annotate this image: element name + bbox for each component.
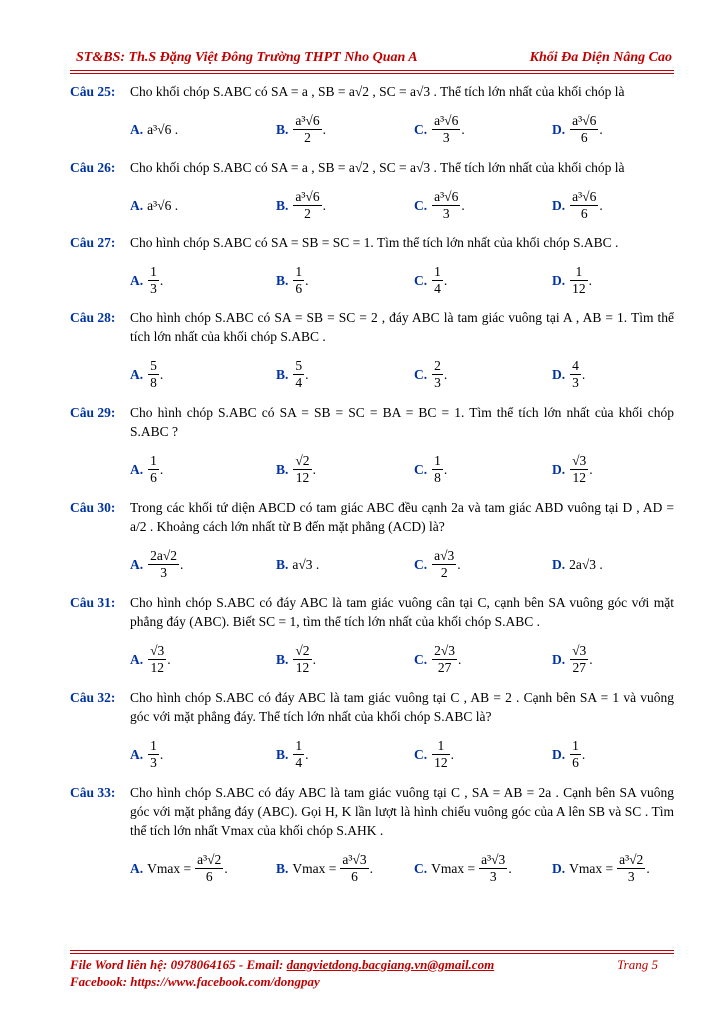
option-fraction	[293, 189, 321, 222]
answer-option-c[interactable]	[414, 734, 454, 774]
question-text: Cho hình chóp S.ABC có SA = SB = SC = BA = BC = 1. Tìm thể tích lớn nhất của khối chóp S.ABC ?	[130, 405, 674, 439]
fraction-numerator: 1	[295, 737, 303, 753]
fraction-denominator: 8	[434, 469, 441, 485]
answer-option-b[interactable]	[276, 734, 309, 774]
answer-options	[70, 109, 674, 149]
fraction-denominator: 3	[572, 374, 579, 390]
answer-option-b[interactable]	[276, 544, 319, 584]
fraction-numerator: √3	[572, 642, 587, 658]
question-label: Câu 30:	[70, 500, 116, 515]
fraction-numerator: 1	[150, 737, 157, 753]
answer-option-b[interactable]	[276, 109, 326, 149]
answer-option-d[interactable]	[552, 260, 592, 300]
option-letter: D.	[552, 746, 566, 762]
option-value: a³√6 .	[147, 121, 179, 137]
option-period: .	[167, 651, 171, 667]
option-period: .	[443, 366, 448, 382]
option-fraction	[195, 852, 223, 885]
header-rule	[70, 70, 674, 71]
fraction-denominator: 3	[442, 205, 450, 221]
fraction-denominator: 3	[150, 280, 157, 296]
fraction-denominator: 27	[437, 659, 452, 675]
answer-option-a[interactable]	[130, 354, 163, 394]
fraction-numerator: 1	[432, 738, 450, 755]
fraction-numerator: 1	[150, 452, 157, 468]
option-period: .	[159, 461, 164, 477]
option-letter: C.	[414, 556, 428, 572]
option-fraction	[340, 852, 368, 885]
option-letter: C.	[414, 272, 428, 288]
answer-options	[70, 544, 674, 584]
option-letter: C.	[414, 860, 428, 876]
fraction-denominator: 12	[150, 659, 164, 675]
option-period: .	[461, 197, 465, 213]
option-fraction	[570, 453, 588, 486]
footer-email-link[interactable]: dangvietdong.bacgiang.vn@gmail.com	[286, 957, 495, 972]
option-prefix: Vmax =	[292, 860, 337, 876]
question-26	[70, 158, 674, 225]
option-prefix: Vmax =	[147, 860, 192, 876]
fraction-numerator: √2	[295, 452, 310, 468]
answer-options	[70, 734, 674, 774]
option-fraction	[432, 189, 460, 222]
fraction-numerator: a³√6	[434, 188, 459, 204]
fraction-denominator: 6	[572, 754, 579, 770]
question-label: Câu 25:	[70, 84, 116, 99]
fraction-numerator: 5	[295, 357, 303, 373]
answer-option-a[interactable]	[130, 544, 183, 584]
option-period: .	[180, 556, 184, 572]
footer-rule-thin	[70, 953, 674, 954]
header-topic: Khối Đa Diện Nâng Cao	[529, 50, 672, 65]
option-fraction	[432, 264, 443, 297]
option-letter: C.	[414, 197, 428, 213]
answer-option-d[interactable]	[552, 354, 585, 394]
option-letter: B.	[276, 366, 289, 382]
option-letter: A.	[130, 197, 144, 213]
option-period: .	[305, 746, 309, 762]
option-fraction	[432, 548, 456, 581]
fraction-denominator: 12	[295, 659, 310, 675]
fraction-denominator: 6	[580, 129, 588, 145]
header-rule-thin	[70, 73, 674, 74]
option-prefix: Vmax =	[569, 860, 614, 876]
fraction-numerator: a³√6	[572, 112, 597, 128]
fraction-numerator: a³√6	[295, 112, 320, 128]
answer-option-d[interactable]	[552, 185, 603, 225]
option-fraction	[570, 189, 598, 222]
fraction-numerator: a³√6	[434, 112, 459, 128]
option-letter: B.	[276, 651, 289, 667]
fraction-denominator: 3	[489, 868, 497, 884]
question-27	[70, 233, 674, 300]
question-33	[70, 783, 674, 888]
option-letter: C.	[414, 461, 428, 477]
option-letter: B.	[276, 556, 289, 572]
footer-rule	[70, 950, 674, 951]
answer-option-c[interactable]	[414, 109, 465, 149]
answer-option-d[interactable]	[552, 734, 585, 774]
option-fraction	[617, 852, 645, 885]
option-period: .	[443, 272, 448, 288]
option-fraction	[570, 264, 588, 297]
question-label: Câu 31:	[70, 595, 116, 610]
fraction-numerator: 1	[434, 263, 441, 279]
fraction-numerator: a³√3	[342, 851, 367, 867]
fraction-denominator: 6	[580, 205, 588, 221]
answer-option-a[interactable]	[130, 449, 163, 489]
option-period: .	[159, 366, 164, 382]
answer-option-d[interactable]	[552, 848, 650, 888]
option-fraction	[148, 358, 159, 391]
answer-option-a[interactable]	[130, 848, 228, 888]
option-period: .	[305, 272, 309, 288]
fraction-denominator: 3	[434, 374, 441, 390]
option-letter: A.	[130, 366, 144, 382]
question-label: Câu 29:	[70, 405, 116, 420]
answer-options	[70, 848, 674, 888]
fraction-denominator: 3	[160, 564, 167, 580]
fraction-numerator: 2a√2	[150, 547, 178, 563]
answer-options	[70, 354, 674, 394]
option-period: .	[159, 746, 164, 762]
question-label: Câu 33:	[70, 785, 116, 800]
header-author: ST&BS: Th.S Đặng Việt Đông Trường THPT Nho Quan A	[76, 50, 418, 65]
option-fraction	[432, 453, 443, 486]
option-letter: B.	[276, 197, 289, 213]
answer-option-a[interactable]	[130, 185, 178, 225]
answer-option-c[interactable]	[414, 639, 461, 679]
fraction-numerator: a³√2	[197, 851, 222, 867]
answer-options	[70, 449, 674, 489]
answer-option-d[interactable]	[552, 449, 593, 489]
option-fraction	[293, 264, 304, 297]
question-text: Cho hình chóp S.ABC có đáy ABC là tam giác vuông tại C , SA = AB = 2a . Cạnh bên SA vuông góc với mặt phẳng đáy (ABC). Gọi H, K lần lượt là hình chiếu vuông góc của A lên SB và SC . Tìm thể tích lớn nhất Vmax của khối chóp S.AHK .	[130, 785, 674, 838]
answer-option-c[interactable]	[414, 848, 512, 888]
option-prefix: Vmax =	[431, 860, 476, 876]
option-letter: C.	[414, 366, 428, 382]
answer-option-c[interactable]	[414, 449, 447, 489]
option-period: .	[443, 461, 448, 477]
question-label: Câu 27:	[70, 235, 116, 250]
fraction-numerator: 2√3	[434, 642, 456, 658]
fraction-denominator: 2	[440, 564, 448, 580]
question-text: Cho hình chóp S.ABC có SA = SB = SC = 1. Tìm thể tích lớn nhất của khối chóp S.ABC .	[130, 235, 619, 250]
option-value: 2a√3 .	[569, 556, 603, 572]
option-period: .	[369, 860, 373, 876]
option-letter: C.	[414, 651, 428, 667]
option-fraction	[148, 453, 159, 486]
option-fraction	[148, 643, 166, 676]
option-value: a√3 .	[292, 556, 320, 572]
answer-options	[70, 185, 674, 225]
option-letter: D.	[552, 651, 566, 667]
option-period: .	[461, 121, 465, 137]
page-footer	[70, 956, 674, 990]
option-period: .	[458, 651, 462, 667]
option-period: .	[589, 461, 593, 477]
fraction-denominator: 12	[434, 754, 448, 770]
option-fraction	[479, 852, 507, 885]
option-value: a³√6 .	[147, 197, 179, 213]
option-letter: A.	[130, 461, 144, 477]
fraction-numerator: 1	[572, 737, 579, 753]
option-letter: C.	[414, 121, 428, 137]
question-30	[70, 498, 674, 584]
answer-option-b[interactable]	[276, 185, 326, 225]
answer-options	[70, 260, 674, 300]
question-list	[70, 82, 674, 888]
answer-option-a[interactable]	[130, 260, 163, 300]
footer-facebook-link[interactable]: Facebook: https://www.facebook.com/dongpay	[70, 974, 320, 989]
question-text: Cho hình chóp S.ABC có đáy ABC là tam giác vuông cân tại C, cạnh bên SA vuông góc với mặt phẳng đáy (ABC). Biết SC = 1, tìm thể tích lớn nhất của khối chóp S.ABC .	[130, 595, 674, 629]
answer-option-d[interactable]	[552, 544, 603, 584]
option-fraction	[570, 643, 588, 676]
option-period: .	[599, 121, 603, 137]
footer-contact: File Word liên hệ: 0978064165 - Email:	[70, 957, 284, 972]
fraction-numerator: √2	[295, 642, 310, 658]
question-28	[70, 308, 674, 394]
fraction-denominator: 27	[572, 659, 586, 675]
fraction-numerator: 2	[434, 357, 441, 373]
option-fraction	[570, 738, 581, 771]
answer-options	[70, 639, 674, 679]
option-period: .	[159, 272, 164, 288]
fraction-numerator: √3	[150, 642, 165, 658]
fraction-denominator: 4	[434, 280, 441, 296]
fraction-numerator: a³√3	[481, 851, 506, 867]
question-label: Câu 28:	[70, 310, 116, 325]
option-fraction	[570, 358, 581, 391]
option-fraction	[148, 264, 159, 297]
option-fraction	[570, 113, 598, 146]
fraction-numerator: a³√2	[619, 851, 644, 867]
question-label: Câu 26:	[70, 160, 116, 175]
option-fraction	[293, 358, 304, 391]
option-period: .	[322, 197, 326, 213]
fraction-denominator: 6	[351, 868, 358, 884]
question-29	[70, 403, 674, 489]
fraction-denominator: 4	[295, 374, 303, 390]
answer-option-b[interactable]	[276, 449, 316, 489]
option-letter: D.	[552, 366, 566, 382]
answer-option-b[interactable]	[276, 260, 309, 300]
option-fraction	[148, 738, 159, 771]
fraction-numerator: 4	[572, 357, 579, 373]
answer-option-c[interactable]	[414, 354, 447, 394]
page-number: Trang 5	[617, 957, 658, 972]
fraction-denominator: 2	[304, 205, 311, 221]
fraction-numerator: √3	[572, 452, 587, 468]
option-letter: A.	[130, 272, 144, 288]
fraction-numerator: 1	[295, 263, 303, 279]
question-label: Câu 32:	[70, 690, 116, 705]
option-letter: D.	[552, 272, 566, 288]
answer-option-d[interactable]	[552, 639, 593, 679]
fraction-denominator: 3	[627, 868, 635, 884]
option-fraction	[432, 113, 460, 146]
answer-option-b[interactable]	[276, 639, 316, 679]
answer-option-b[interactable]	[276, 354, 309, 394]
option-period: .	[508, 860, 512, 876]
question-text: Cho khối chóp S.ABC có SA = a , SB = a√2 , SC = a√3 . Thể tích lớn nhất của khối chóp là	[130, 160, 625, 175]
fraction-denominator: 6	[205, 868, 213, 884]
option-period: .	[588, 272, 592, 288]
option-period: .	[457, 556, 461, 572]
answer-option-a[interactable]	[130, 109, 178, 149]
fraction-denominator: 2	[304, 129, 311, 145]
option-fraction	[293, 738, 304, 771]
question-text: Cho hình chóp S.ABC có SA = SB = SC = 2 , đáy ABC là tam giác vuông tại A , AB = 1. Tìm thể tích lớn nhất của khối chóp S.ABC .	[130, 310, 674, 344]
option-fraction	[293, 113, 321, 146]
answer-option-c[interactable]	[414, 185, 465, 225]
question-text: Cho khối chóp S.ABC có SA = a , SB = a√2 , SC = a√3 . Thể tích lớn nhất của khối chóp là	[130, 84, 625, 99]
fraction-denominator: 6	[295, 280, 303, 296]
option-period: .	[581, 366, 586, 382]
option-period: .	[322, 121, 326, 137]
option-period: .	[581, 746, 586, 762]
option-period: .	[450, 746, 454, 762]
question-text: Cho hình chóp S.ABC có đáy ABC là tam giác vuông tại C , AB = 2 . Cạnh bên SA = 1 và vuông góc với mặt phẳng đáy. Thể tích lớn nhất của khối chóp S.ABC là?	[130, 690, 674, 724]
answer-option-d[interactable]	[552, 109, 603, 149]
option-letter: B.	[276, 860, 289, 876]
question-25	[70, 82, 674, 149]
option-letter: A.	[130, 121, 144, 137]
option-letter: A.	[130, 746, 144, 762]
fraction-numerator: a³√6	[295, 188, 320, 204]
option-letter: A.	[130, 556, 144, 572]
option-letter: B.	[276, 746, 289, 762]
option-period: .	[305, 366, 309, 382]
fraction-numerator: 1	[570, 264, 588, 281]
page-header	[70, 46, 674, 68]
question-31	[70, 593, 674, 679]
fraction-numerator: a³√6	[572, 188, 597, 204]
option-period: .	[646, 860, 650, 876]
option-letter: D.	[552, 461, 566, 477]
option-period: .	[224, 860, 228, 876]
option-period: .	[312, 651, 316, 667]
fraction-denominator: 12	[295, 469, 310, 485]
option-period: .	[312, 461, 316, 477]
option-letter: B.	[276, 121, 289, 137]
fraction-numerator: 5	[150, 357, 157, 373]
option-letter: A.	[130, 860, 144, 876]
question-text: Trong các khối tứ diện ABCD có tam giác ABC đều cạnh 2a và tam giác ABD vuông tại D , AD = a/2 . Khoảng cách lớn nhất từ B đến mặt phẳng (ACD) là?	[130, 500, 674, 534]
fraction-denominator: 8	[150, 374, 157, 390]
fraction-denominator: 6	[150, 469, 157, 485]
option-letter: A.	[130, 651, 144, 667]
option-letter: D.	[552, 860, 566, 876]
option-letter: D.	[552, 556, 566, 572]
answer-option-a[interactable]	[130, 639, 171, 679]
option-letter: B.	[276, 272, 289, 288]
fraction-denominator: 3	[442, 129, 450, 145]
option-fraction	[432, 358, 443, 391]
question-32	[70, 688, 674, 774]
option-period: .	[599, 197, 603, 213]
option-fraction	[432, 643, 457, 676]
answer-option-b[interactable]	[276, 848, 373, 888]
option-period: .	[589, 651, 593, 667]
fraction-numerator: 1	[434, 452, 441, 468]
option-fraction	[432, 738, 450, 771]
fraction-denominator: 12	[572, 280, 586, 296]
option-fraction	[293, 453, 311, 486]
option-letter: D.	[552, 197, 566, 213]
fraction-denominator: 4	[295, 754, 303, 770]
answer-option-a[interactable]	[130, 734, 163, 774]
option-letter: B.	[276, 461, 289, 477]
fraction-numerator: a√3	[434, 547, 455, 563]
option-letter: C.	[414, 746, 428, 762]
option-fraction	[293, 643, 311, 676]
answer-option-c[interactable]	[414, 544, 461, 584]
fraction-numerator: 1	[150, 263, 157, 279]
option-fraction	[148, 548, 179, 581]
fraction-denominator: 3	[150, 754, 157, 770]
answer-option-c[interactable]	[414, 260, 447, 300]
option-letter: D.	[552, 121, 566, 137]
fraction-denominator: 12	[572, 469, 586, 485]
